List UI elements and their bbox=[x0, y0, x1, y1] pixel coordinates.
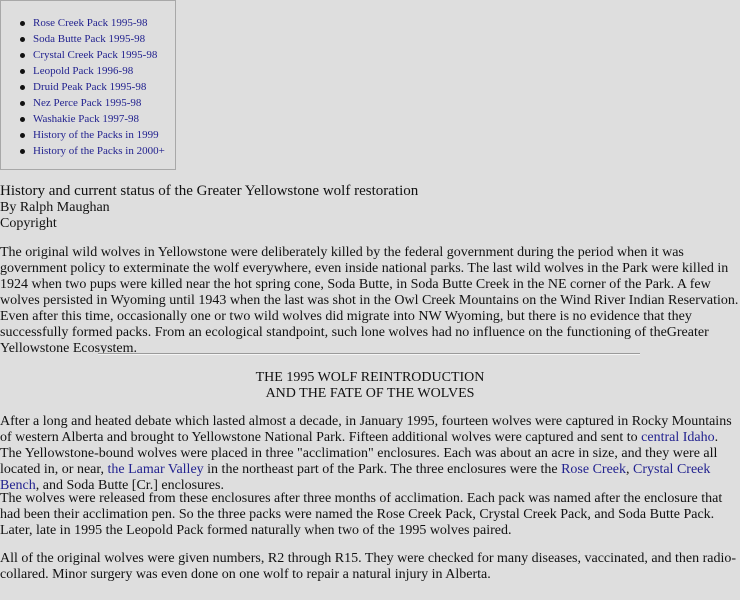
reintroduction-paragraph bbox=[0, 414, 740, 494]
link-washakie-pack[interactable]: Washakie Pack 1997-98 bbox=[33, 113, 140, 125]
section-heading-line-1: THE 1995 WOLF REINTRODUCTION bbox=[255, 370, 485, 385]
list-item bbox=[1, 95, 165, 111]
bullet-icon bbox=[20, 21, 25, 26]
bullet-icon bbox=[20, 69, 25, 74]
paragraph-text: in the northeast part of the Park. The three enclosures were the bbox=[203, 462, 562, 477]
paragraph-text: , and Soda Butte [Cr.] enclosures. bbox=[35, 478, 224, 493]
paragraph-text: After a long and heated debate which lasted almost a decade, in January 1995, fourteen wolves were captured in Rocky Mountains of western Alberta and brought to Yellowstone National Park. Fifteen additional wolves were captured and sent to bbox=[0, 414, 732, 445]
list-item bbox=[1, 31, 165, 47]
article-header bbox=[0, 183, 418, 232]
bullet-icon bbox=[20, 37, 25, 42]
link-lamar-valley[interactable]: the Lamar Valley bbox=[107, 462, 204, 477]
byline: By Ralph Maughan bbox=[0, 200, 110, 215]
intro-paragraph: The original wild wolves in Yellowstone were deliberately killed by the federal government during the period when it was government policy to exterminate the wolf everywhere, even inside national parks. The last wild wolves in the Park were killed in 1924 when two pups were killed near the hot spring cone, Soda Butte, in Soda Butte Creek in the NE corner of the Park. A few wolves persisted in Wyoming until 1943 when the last was shot in the Owl Creek Mountains on the Wind River Indian Reservation. Even after this time, occasionally one or two wild wolves did migrate into NW Wyoming, but there is no evidence that they successfully formed packs. From an ecological standpoint, such lone wolves had no influence on the functioning of theGreater Yellowstone Ecosystem. bbox=[0, 245, 739, 356]
link-history-2000[interactable]: History of the Packs in 2000+ bbox=[33, 145, 165, 157]
bullet-icon bbox=[20, 133, 25, 138]
link-central-idaho[interactable]: central Idaho bbox=[641, 430, 715, 445]
list-item bbox=[1, 63, 165, 79]
bullet-icon bbox=[20, 53, 25, 58]
list-item bbox=[1, 79, 165, 95]
pack-links-list bbox=[1, 15, 165, 159]
link-rose-creek-pack[interactable]: Rose Creek Pack 1995-98 bbox=[33, 17, 148, 29]
bullet-icon bbox=[20, 85, 25, 90]
list-item bbox=[1, 127, 165, 143]
section-heading-line-2: AND THE FATE OF THE WOLVES bbox=[265, 386, 475, 401]
numbering-paragraph: All of the original wolves were given numbers, R2 through R15. They were checked for many diseases, vaccinated, and then radio-collared. Minor surgery was even done on one wolf to repair a natural injury in Alberta. bbox=[0, 551, 737, 582]
paragraph-text: , bbox=[626, 462, 633, 477]
link-nez-perce-pack[interactable]: Nez Perce Pack 1995-98 bbox=[33, 97, 142, 109]
link-crystal-creek-pack[interactable]: Crystal Creek Pack 1995-98 bbox=[33, 49, 158, 61]
release-paragraph: The wolves were released from these enclosures after three months of acclimation. Each pack was named after the enclosure that had been their acclimation pen. So the three packs were named the Rose Creek Pack, Crystal Creek Pack, and Soda Butte Pack. Later, late in 1995 the Leopold Pack formed naturally when two of the 1995 wolves paired. bbox=[0, 491, 723, 538]
paragraph-text: . The Yellowstone-bound wolves were placed in three "acclimation" enclosures. Each was about an acre in size, and they were all located in, or near, bbox=[0, 430, 719, 477]
page-title: History and current status of the Greater Yellowstone wolf restoration bbox=[0, 183, 419, 199]
link-leopold-pack[interactable]: Leopold Pack 1996-98 bbox=[33, 65, 134, 77]
list-item bbox=[1, 111, 165, 127]
copyright-link[interactable]: Copyright bbox=[0, 216, 57, 231]
link-druid-peak-pack[interactable]: Druid Peak Pack 1995-98 bbox=[33, 81, 147, 93]
link-rose-creek[interactable]: Rose Creek bbox=[561, 462, 626, 477]
bullet-icon bbox=[20, 117, 25, 122]
link-soda-butte-pack[interactable]: Soda Butte Pack 1995-98 bbox=[33, 33, 146, 45]
list-item bbox=[1, 15, 165, 31]
link-history-1999[interactable]: History of the Packs in 1999 bbox=[33, 129, 159, 141]
link-crystal-creek-bench[interactable]: Crystal Creek Bench bbox=[0, 462, 711, 493]
section-heading bbox=[0, 370, 740, 402]
horizontal-rule bbox=[98, 353, 640, 355]
bullet-icon bbox=[20, 149, 25, 154]
list-item bbox=[1, 143, 165, 159]
bullet-icon bbox=[20, 101, 25, 106]
pack-links-box bbox=[0, 0, 176, 170]
list-item bbox=[1, 47, 165, 63]
